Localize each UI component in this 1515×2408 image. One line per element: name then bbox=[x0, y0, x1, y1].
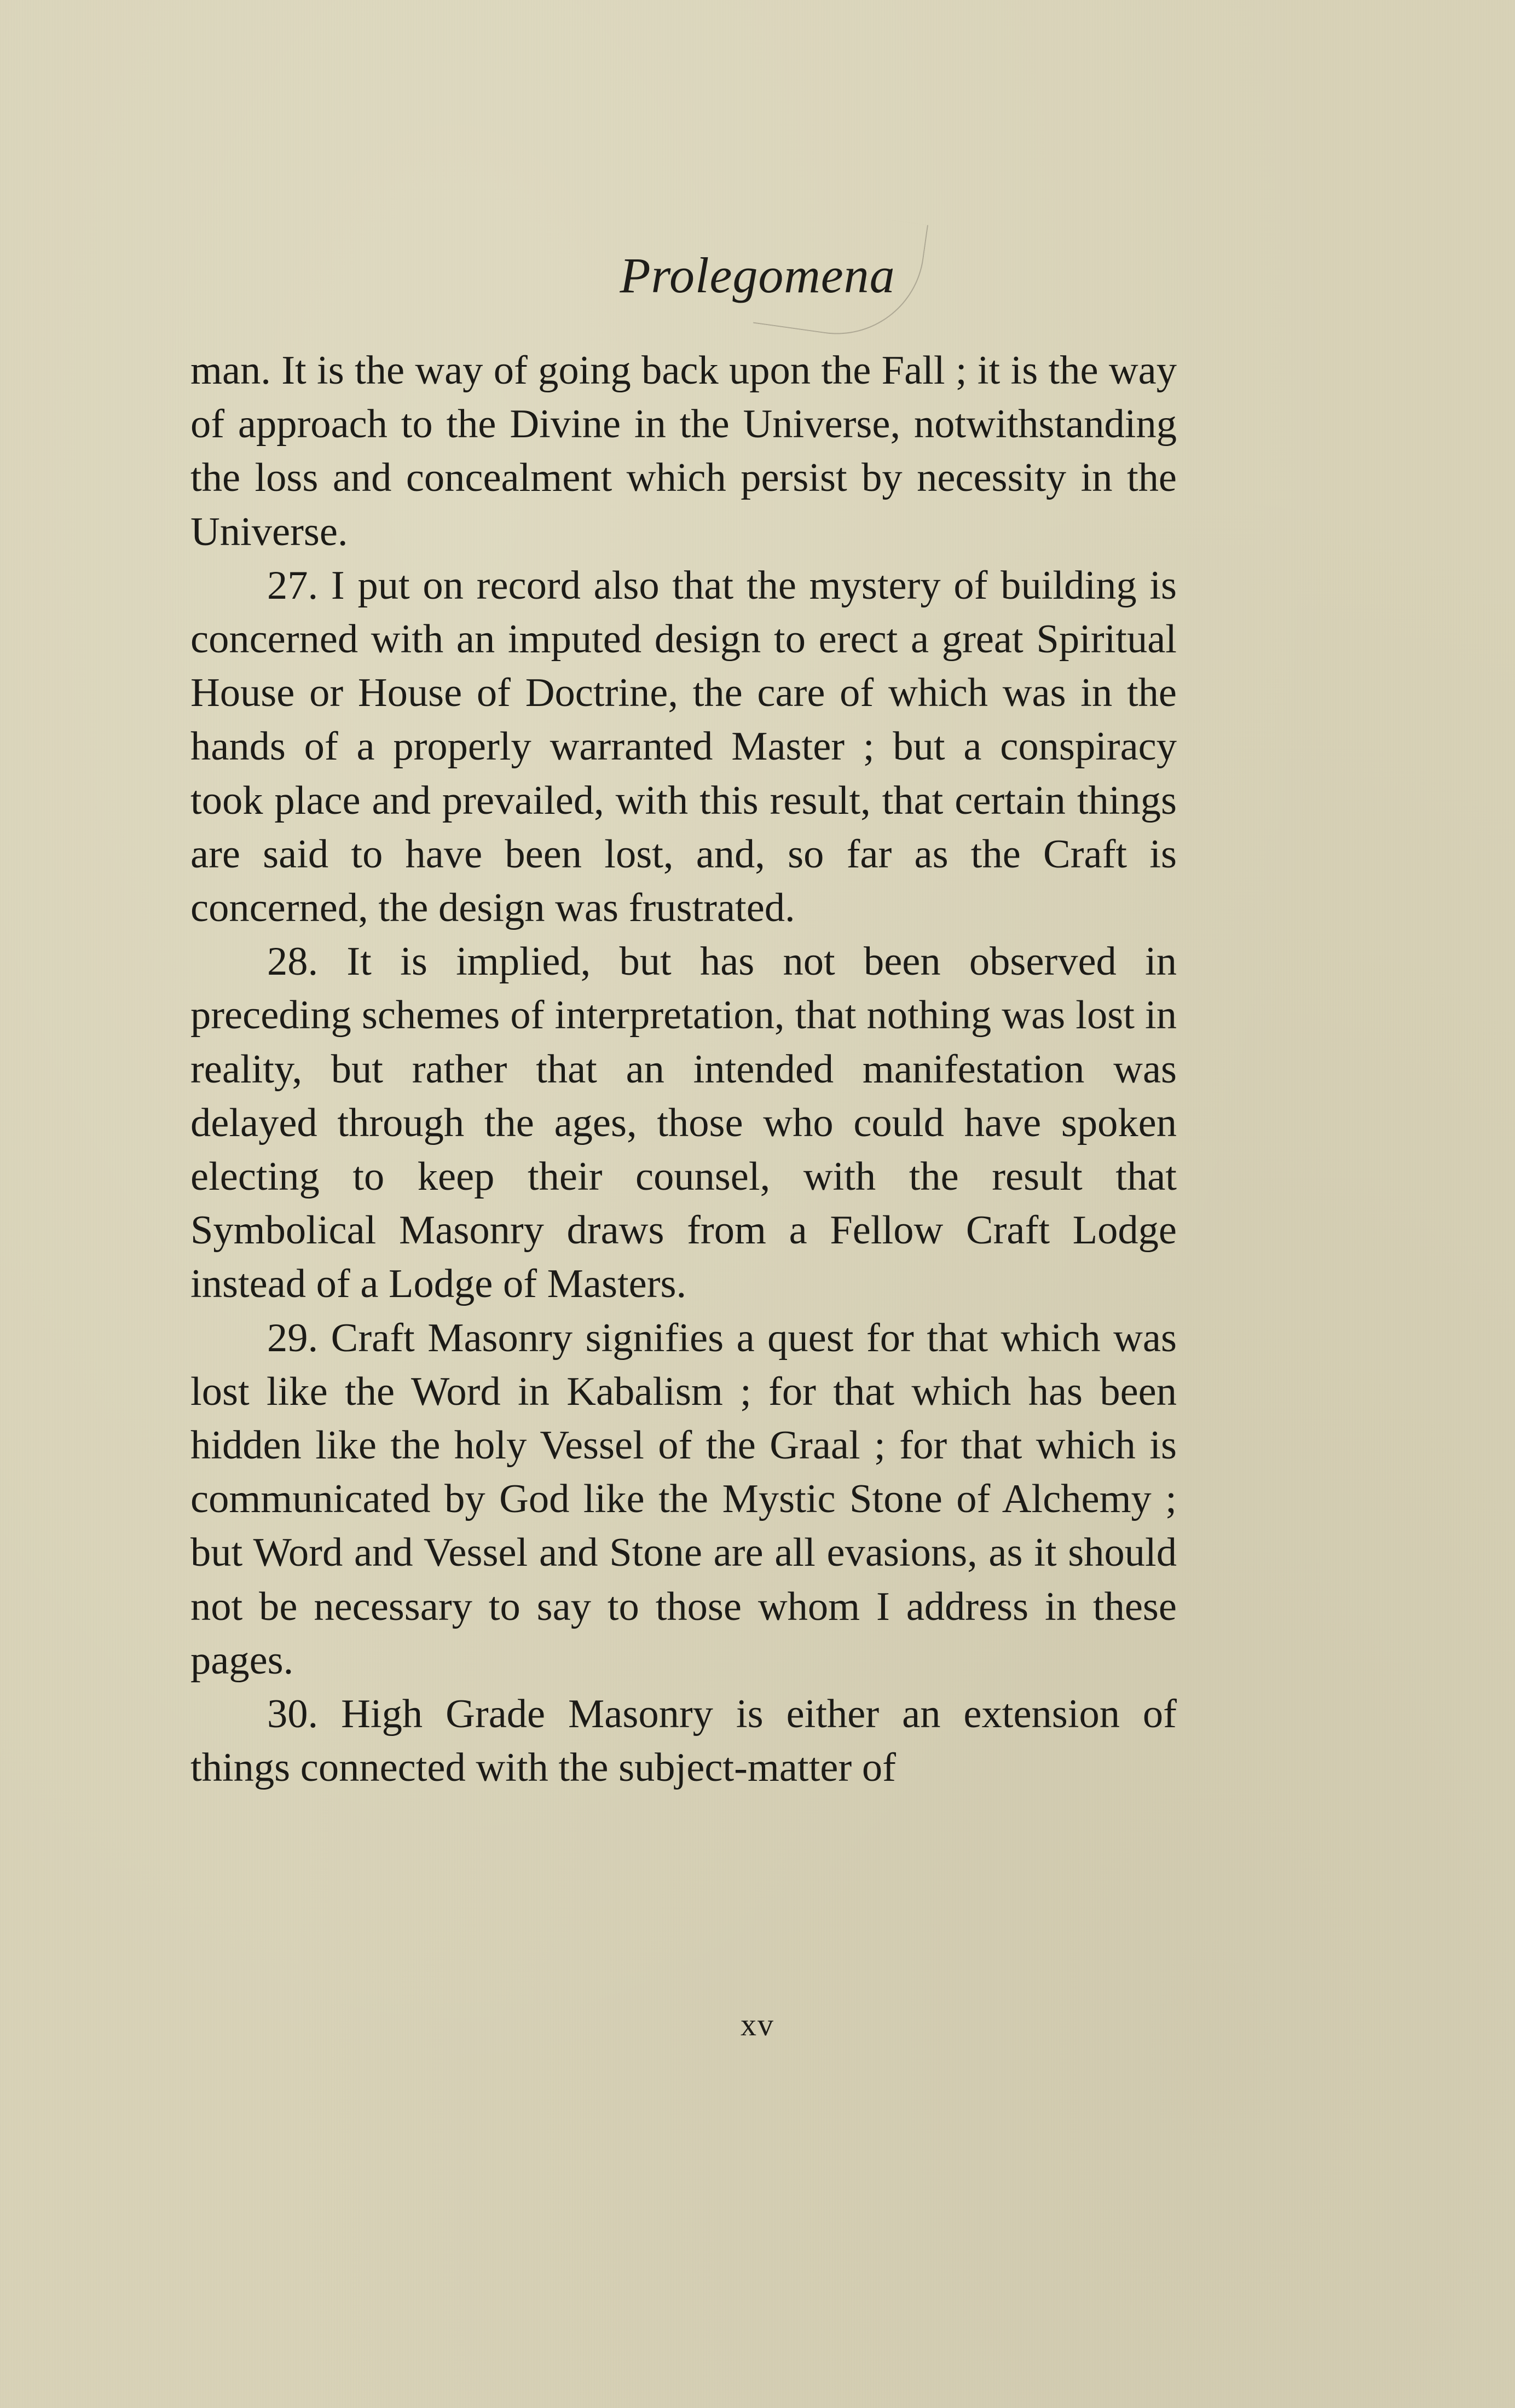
page-number: xv bbox=[741, 2007, 774, 2042]
paragraph-29 bbox=[190, 1311, 1177, 1687]
paragraph-text: High Grade Masonry is either an extension of things connected with the subject-matter of bbox=[190, 1692, 1177, 1791]
paragraph-28 bbox=[190, 935, 1177, 1311]
paragraph-number: 29. bbox=[267, 1315, 319, 1361]
paragraph-number: 28. bbox=[267, 939, 319, 985]
paragraph-27 bbox=[190, 559, 1177, 935]
paragraph-number: 30. bbox=[267, 1692, 319, 1737]
body-text bbox=[190, 344, 1177, 1795]
paragraph-text: I put on record also that the mystery of building is concerned with an imputed design to erect a great Spiritual House or House of Doctrine, the care of which was in the hands of a properly warranted Master ; but a conspiracy took place and prevailed, with this result, that certain things are said to have been lost, and, so far as the Craft is concerned, the design was frustrated. bbox=[190, 563, 1177, 931]
paragraph-continued bbox=[190, 344, 1177, 559]
running-head: Prolegomena bbox=[620, 247, 895, 303]
paragraph-30 bbox=[190, 1687, 1177, 1795]
paragraph-text: man. It is the way of going back upon the Fall ; it is the way of approach to the Divine in the Universe, notwithstanding the loss and concealment which persist by necessity in the Universe. bbox=[190, 348, 1177, 554]
paragraph-text: Craft Masonry signifies a quest for that which was lost like the Word in Kabalism ; for that which has been hidden like the holy Vessel of the Graal ; for that which is communicated by God like the Mystic Stone of Alchemy ; but Word and Vessel and Stone are all evasions, as it should not be necessary to say to those whom I address in these pages. bbox=[190, 1315, 1177, 1683]
paragraph-text: It is implied, but has not been observed in preceding schemes of interpretation, that nothing was lost in reality, but rather that an intended manifestation was delayed through the ages, those who could have spoken electing to keep their counsel, with the result that Symbolical Masonry draws from a Fellow Craft Lodge instead of a Lodge of Masters. bbox=[190, 939, 1177, 1307]
paragraph-number: 27. bbox=[267, 563, 319, 608]
